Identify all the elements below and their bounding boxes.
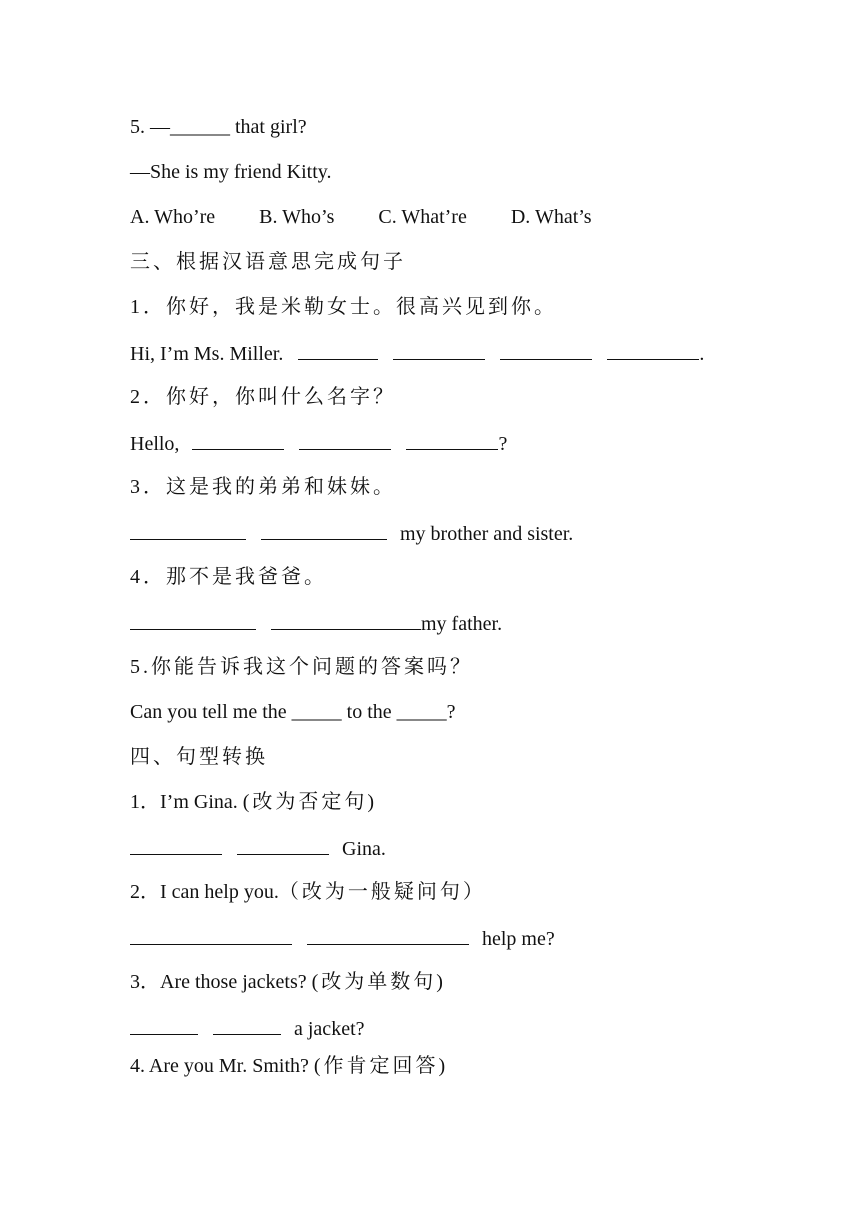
answer-blank[interactable] <box>299 429 391 450</box>
answer-blank[interactable] <box>130 834 222 855</box>
s3-item-2-cn: 2．你好，你叫什么名字？ <box>130 386 396 408</box>
answer-blank[interactable] <box>130 924 292 945</box>
s4-item-1-q: 1．I’m Gina. (改为否定句) <box>130 791 378 813</box>
s4-item-2-a: help me? <box>130 924 555 952</box>
answer-blank[interactable] <box>271 609 421 630</box>
question-5-answer: —She is my friend Kitty. <box>130 161 332 183</box>
answer-blank[interactable] <box>213 1014 281 1035</box>
answer-blank[interactable] <box>393 339 485 360</box>
question-5-options <box>130 204 592 230</box>
s4-item-2-q: 2．I can help you.（改为一般疑问句） <box>130 881 486 903</box>
answer-blank[interactable] <box>607 339 699 360</box>
s3-item-3-cn: 3．这是我的弟弟和妹妹。 <box>130 476 396 498</box>
answer-blank[interactable] <box>298 339 378 360</box>
section-4-title: 四、句型转换 <box>130 746 268 768</box>
s3-item-1-en: Hi, I’m Ms. Miller. . <box>130 339 704 367</box>
s3-item-1-cn: 1．你好，我是米勒女士。很高兴见到你。 <box>130 296 557 318</box>
option-a: A. Who’re <box>130 206 216 228</box>
s3-item-4-cn: 4．那不是我爸爸。 <box>130 566 327 588</box>
s3-item-3-en: my brother and sister. <box>130 519 573 547</box>
answer-blank[interactable] <box>130 1014 198 1035</box>
answer-blank[interactable] <box>500 339 592 360</box>
question-5-stem: 5. —______ that girl? <box>130 116 307 138</box>
answer-blank[interactable] <box>406 429 498 450</box>
section-3-title: 三、根据汉语意思完成句子 <box>130 251 406 273</box>
s4-item-1-a: Gina. <box>130 834 386 862</box>
s3-item-5-en: Can you tell me the _____ to the _____? <box>130 701 456 723</box>
option-c: C. What’re <box>378 206 467 228</box>
s3-item-5-cn: 5.你能告诉我这个问题的答案吗？ <box>130 656 473 678</box>
option-b: B. Who’s <box>259 206 335 228</box>
s4-item-3-q: 3．Are those jackets? (改为单数句) <box>130 971 446 993</box>
answer-blank[interactable] <box>307 924 469 945</box>
answer-blank[interactable] <box>261 519 387 540</box>
s3-item-2-en: Hello, ? <box>130 429 507 457</box>
answer-blank[interactable] <box>130 609 256 630</box>
s4-item-4-q: 4. Are you Mr. Smith? (作肯定回答) <box>130 1055 449 1077</box>
answer-blank[interactable] <box>237 834 329 855</box>
answer-blank[interactable] <box>192 429 284 450</box>
s4-item-3-a: a jacket? <box>130 1014 365 1042</box>
s3-item-4-en: my father. <box>130 609 502 637</box>
answer-blank[interactable] <box>130 519 246 540</box>
option-d: D. What’s <box>510 206 592 228</box>
